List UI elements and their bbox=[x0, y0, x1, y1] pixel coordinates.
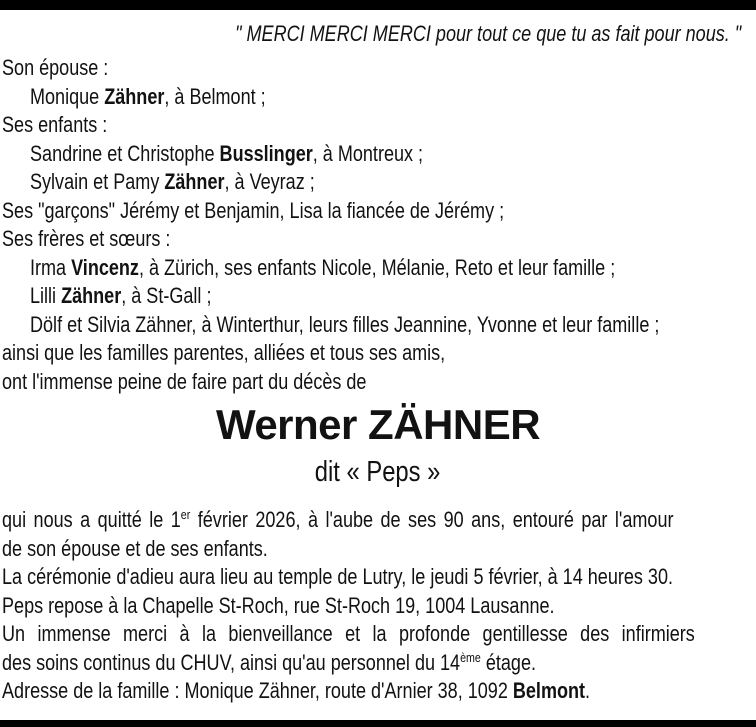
family-line bbox=[0, 140, 756, 169]
memorial-quote bbox=[0, 19, 756, 48]
text-segment: . bbox=[585, 678, 591, 703]
family-line-text bbox=[30, 83, 266, 112]
deceased-name bbox=[0, 398, 756, 452]
text-segment: Un immense merci à la bienveillance et la profonde gentillesse des infirmiers bbox=[2, 621, 695, 646]
emphasized-name: Zähner bbox=[104, 83, 165, 109]
text-segment: , à Zürich, ses enfants Nicole, Mélanie, Reto et leur famille ; bbox=[138, 254, 616, 280]
body-line-text bbox=[2, 677, 590, 706]
body-line-text bbox=[2, 592, 555, 621]
text-segment: Monique bbox=[30, 83, 105, 109]
text-segment: Lilli bbox=[30, 283, 62, 308]
emphasized-name: Busslinger bbox=[219, 140, 313, 166]
deceased-alias-text: dit « Peps » bbox=[315, 456, 441, 488]
family-line bbox=[0, 282, 756, 311]
text-segment: de son épouse et de ses enfants. bbox=[2, 535, 268, 561]
family-line-text bbox=[2, 111, 107, 140]
family-line-text bbox=[30, 311, 659, 340]
text-segment: Sylvain et Pamy bbox=[30, 169, 165, 194]
family-line bbox=[0, 225, 756, 254]
text-segment: Irma bbox=[30, 254, 72, 280]
text-segment: Sandrine et Christophe bbox=[30, 140, 220, 166]
family-line bbox=[0, 311, 756, 340]
family-line-text bbox=[2, 339, 445, 368]
emphasized-name: Zähner bbox=[164, 169, 225, 194]
body-line-text bbox=[2, 649, 536, 678]
family-line bbox=[0, 168, 756, 197]
text-segment: ont l'immense peine de faire part du décès de bbox=[2, 368, 367, 394]
text-segment: Adresse de la famille : Monique Zähner, route d'Arnier 38, 1092 bbox=[2, 678, 513, 703]
body-line bbox=[0, 563, 756, 592]
body-line-text bbox=[2, 620, 695, 649]
top-border bbox=[0, 0, 756, 10]
text-segment: Ses frères et sœurs : bbox=[2, 226, 171, 251]
family-line-text bbox=[30, 254, 615, 283]
family-line bbox=[0, 339, 756, 368]
family-line bbox=[0, 368, 756, 397]
text-segment: ainsi que les familles parentes, alliées et tous ses amis, bbox=[2, 340, 446, 365]
family-line-text bbox=[2, 225, 170, 254]
family-line-text bbox=[2, 368, 366, 397]
body-line bbox=[0, 535, 756, 564]
text-segment: Ses enfants : bbox=[2, 112, 108, 137]
text-segment: , à Veyraz ; bbox=[224, 169, 315, 194]
family-line-text bbox=[2, 197, 504, 226]
text-segment: étage. bbox=[480, 649, 536, 675]
text-segment: Son épouse : bbox=[2, 55, 109, 80]
text-segment: , à Belmont ; bbox=[164, 83, 266, 109]
text-segment: février 2026, à l'aube de ses 90 ans, entouré par l'amour bbox=[190, 507, 674, 532]
text-segment: Dölf et Silvia Zähner, à Winterthur, leurs filles Jeannine, Yvonne et leur famille ; bbox=[30, 311, 660, 337]
family-line-text bbox=[30, 140, 423, 169]
text-segment: Peps repose à la Chapelle St-Roch, rue St-Roch 19, 1004 Lausanne. bbox=[2, 592, 555, 618]
text-segment: des soins continus du CHUV, ainsi qu'au personnel du 14 bbox=[2, 649, 461, 675]
emphasized-name: Belmont bbox=[512, 678, 586, 703]
family-line bbox=[0, 54, 756, 83]
body-line-text bbox=[2, 535, 268, 564]
emphasized-name: Zähner bbox=[61, 283, 122, 308]
text-segment: Ses "garçons" Jérémy et Benjamin, Lisa la fiancée de Jérémy ; bbox=[2, 197, 505, 223]
family-line bbox=[0, 83, 756, 112]
deceased-name-text: Werner ZÄHNER bbox=[215, 401, 541, 448]
family-line-text bbox=[30, 168, 315, 197]
notice-body bbox=[0, 506, 756, 706]
text-segment: La cérémonie d'adieu aura lieu au temple de Lutry, le jeudi 5 février, à 14 heures 30. bbox=[2, 564, 674, 589]
emphasized-name: Vincenz bbox=[71, 254, 139, 280]
family-line-text bbox=[30, 282, 211, 311]
memorial-quote-text: " MERCI MERCI MERCI pour tout ce que tu as fait pour nous. " bbox=[234, 21, 741, 46]
bottom-border bbox=[0, 720, 756, 727]
family-line bbox=[0, 197, 756, 226]
body-line-text bbox=[2, 563, 673, 592]
body-line-text bbox=[2, 506, 674, 535]
family-list bbox=[0, 54, 756, 396]
family-line bbox=[0, 111, 756, 140]
body-line bbox=[0, 592, 756, 621]
text-segment: , à St-Gall ; bbox=[121, 283, 212, 308]
family-line bbox=[0, 254, 756, 283]
family-line-text bbox=[2, 54, 108, 83]
ordinal-suffix: ème bbox=[460, 649, 481, 665]
body-line bbox=[0, 506, 756, 535]
ordinal-suffix: er bbox=[180, 507, 191, 522]
body-line bbox=[0, 677, 756, 706]
text-segment: , à Montreux ; bbox=[312, 140, 424, 166]
body-line bbox=[0, 620, 756, 649]
text-segment: qui nous a quitté le 1 bbox=[2, 507, 181, 532]
deceased-alias bbox=[0, 452, 756, 492]
body-line bbox=[0, 649, 756, 678]
